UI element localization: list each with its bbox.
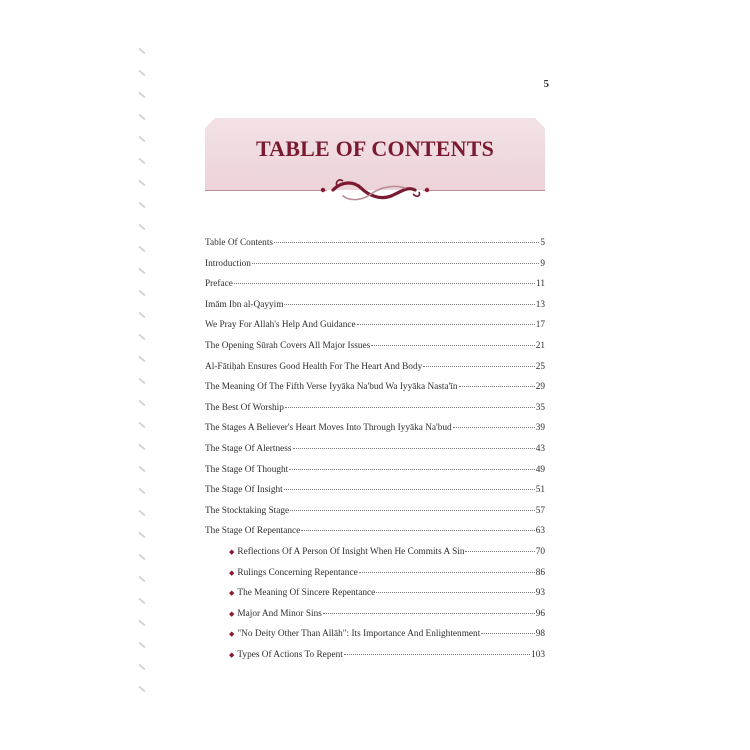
dot-leader xyxy=(274,242,539,243)
dot-leader xyxy=(323,613,535,614)
toc-sub-entry-title: The Meaning Of Sincere Repentance xyxy=(237,588,376,599)
dot-leader xyxy=(234,283,535,284)
toc-entry-title: The Stages A Believer's Heart Moves Into Through Iyyāka Na'bud xyxy=(205,423,452,434)
toc-entry-title: Al-Fātiḥah Ensures Good Health For The Heart And Body xyxy=(205,361,423,372)
dot-leader xyxy=(284,304,534,305)
toc-sub-entry-title: Rulings Concerning Repentance xyxy=(237,567,358,578)
toc-sub-entry-title: Reflections Of A Person Of Insight When He Commits A Sin xyxy=(237,546,465,557)
toc-entry-page: 29 xyxy=(535,382,545,393)
toc-entry[interactable] xyxy=(205,238,545,259)
toc-entry-title: The Stocktaking Stage xyxy=(205,505,290,516)
page-number: 5 xyxy=(543,78,549,90)
dot-leader xyxy=(453,427,535,428)
toc-sub-entry[interactable] xyxy=(205,547,545,568)
page-title: TABLE OF CONTENTS xyxy=(255,136,495,161)
toc-entry-title: Preface xyxy=(205,279,233,290)
dot-leader xyxy=(481,633,534,634)
dot-leader xyxy=(376,592,534,593)
toc-sub-entry-page: 93 xyxy=(535,588,545,599)
toc-entry-page: 57 xyxy=(535,505,545,516)
toc-sub-entry[interactable] xyxy=(205,650,545,671)
toc-entry[interactable] xyxy=(205,423,545,444)
toc-entry-page: 43 xyxy=(535,443,545,454)
toc-sub-entry-page: 103 xyxy=(531,649,545,660)
toc-sub-entry[interactable] xyxy=(205,629,545,650)
toc-entry[interactable] xyxy=(205,485,545,506)
toc-entry[interactable] xyxy=(205,362,545,383)
toc-entry[interactable] xyxy=(205,341,545,362)
toc-entry-page: 39 xyxy=(535,423,545,434)
toc-entry-title: Imām Ibn al-Qayyim xyxy=(205,299,284,310)
dot-leader xyxy=(289,469,534,470)
toc-sub-entry[interactable] xyxy=(205,588,545,609)
toc-sub-entry[interactable] xyxy=(205,568,545,589)
flourish-ornament-icon xyxy=(315,174,435,210)
toc-entry-page: 49 xyxy=(535,464,545,475)
toc-entry-page: 51 xyxy=(535,485,545,496)
diamond-bullet-icon: ◆ xyxy=(229,568,235,577)
toc-sub-entry-title: Types Of Actions To Repent xyxy=(237,649,343,660)
toc-entry-title: The Best Of Worship xyxy=(205,402,284,413)
toc-sub-entry-page: 96 xyxy=(535,608,545,619)
toc-entry[interactable] xyxy=(205,526,545,547)
toc-entry-page: 9 xyxy=(540,258,545,269)
toc-entry-title: The Stage Of Alertness xyxy=(205,443,292,454)
dot-leader xyxy=(465,551,534,552)
diamond-bullet-icon: ◆ xyxy=(229,589,235,598)
diamond-bullet-icon: ◆ xyxy=(229,547,235,556)
toc-sub-entry-title: Major And Minor Sins xyxy=(237,608,322,619)
toc-entry-page: 13 xyxy=(535,299,545,310)
ornament-rule-right xyxy=(423,190,545,191)
toc-entry[interactable] xyxy=(205,279,545,300)
toc-entry[interactable] xyxy=(205,382,545,403)
toc-entry-page: 35 xyxy=(535,402,545,413)
toc-entry-page: 63 xyxy=(535,526,545,537)
toc-entry[interactable] xyxy=(205,403,545,424)
toc-entry-title: The Stage Of Insight xyxy=(205,485,283,496)
dot-leader xyxy=(459,386,535,387)
toc-entry[interactable] xyxy=(205,259,545,280)
toc-entry-title: The Meaning Of The Fifth Verse Iyyāka Na'bud Wa Iyyāka Nasta'īn xyxy=(205,382,458,393)
toc-entry-page: 21 xyxy=(535,340,545,351)
toc-sub-entry-page: 98 xyxy=(535,629,545,640)
diamond-bullet-icon: ◆ xyxy=(229,650,235,659)
toc-entry-title: We Pray For Allah's Help And Guidance xyxy=(205,320,356,331)
dot-leader xyxy=(301,530,534,531)
toc-entry-title: Introduction xyxy=(205,258,251,269)
dot-leader xyxy=(357,324,535,325)
toc-sub-entry-page: 86 xyxy=(535,567,545,578)
toc-entry[interactable] xyxy=(205,320,545,341)
toc-sub-entry-page: 70 xyxy=(535,546,545,557)
dot-leader xyxy=(284,489,535,490)
ornament-rule-left xyxy=(205,190,327,191)
dot-leader xyxy=(359,572,535,573)
toc-entry-title: The Stage Of Thought xyxy=(205,464,289,475)
toc-entry-page: 5 xyxy=(540,238,545,248)
toc-entry-page: 11 xyxy=(536,279,545,290)
dot-leader xyxy=(293,448,535,449)
toc-entry[interactable] xyxy=(205,444,545,465)
toc-entry-title: The Opening Sūrah Covers All Major Issues xyxy=(205,340,371,351)
diamond-bullet-icon: ◆ xyxy=(229,609,235,618)
page-binding-edge xyxy=(136,40,150,720)
toc-entry-title: The Stage Of Repentance xyxy=(205,526,301,537)
diamond-bullet-icon: ◆ xyxy=(229,630,235,639)
dot-leader xyxy=(344,654,530,655)
dot-leader xyxy=(285,407,535,408)
toc-sub-entry-title: "No Deity Other Than Allāh": Its Importance And Enlightenment xyxy=(237,629,481,640)
dot-leader xyxy=(371,345,534,346)
toc-entry-page: 17 xyxy=(535,320,545,331)
dot-leader xyxy=(423,366,534,367)
toc-entry-title: Table Of Contents xyxy=(205,238,274,248)
toc-entry[interactable] xyxy=(205,465,545,486)
dot-leader xyxy=(252,263,539,264)
toc-entry-page: 25 xyxy=(535,361,545,372)
toc-entry[interactable] xyxy=(205,506,545,527)
dot-leader xyxy=(290,510,535,511)
toc-entry[interactable] xyxy=(205,300,545,321)
toc-sub-entry[interactable] xyxy=(205,609,545,630)
table-of-contents xyxy=(205,238,545,670)
